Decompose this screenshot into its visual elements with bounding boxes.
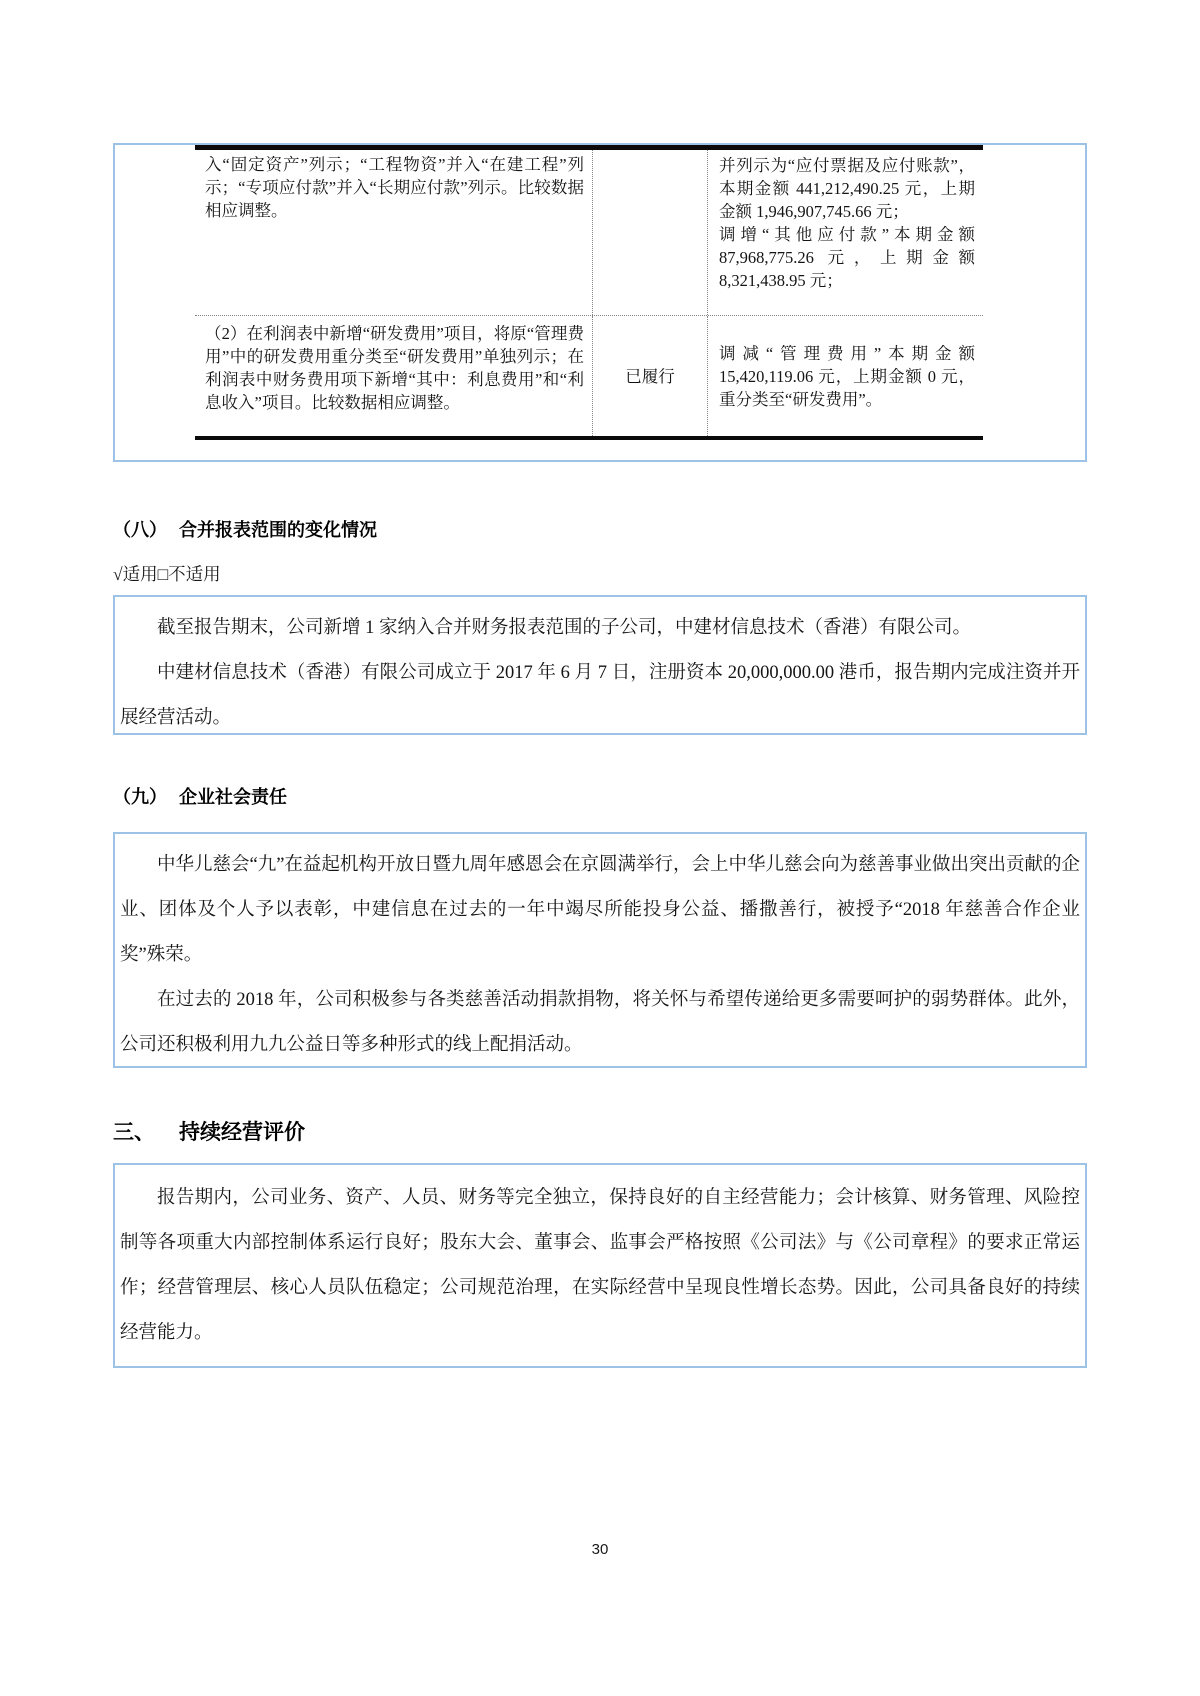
cell-impact: [708, 150, 983, 315]
section-9-number: （九）: [113, 787, 167, 807]
table-row: [195, 150, 983, 316]
section-8-number: （八）: [113, 520, 167, 540]
paragraph: 中华儿慈会“九”在益起机构开放日暨九周年感恩会在京圆满举行，会上中华儿慈会向为慈善事业做出突出贡献的企业、团体及个人予以表彰，中建信息在过去的一年中竭尽所能投身公益、播撒善行，被授予“2018 年慈善合作企业奖”殊荣。: [120, 855, 1080, 965]
section-8-content-box: [113, 595, 1087, 735]
cell-change-description: 入“固定资产”列示；“工程物资”并入“在建工程”列示；“专项应付款”并入“长期应付款”列示。比较数据相应调整。: [195, 150, 593, 315]
cell-performance-status: [593, 150, 708, 315]
impact-paragraph: 调增“其他应付款”本期金额 87,968,775.26 元，上期金额 8,321,438.95 元；: [719, 225, 975, 290]
accounting-changes-table: [195, 145, 983, 440]
section-8-title: 合并报表范围的变化情况: [179, 520, 377, 540]
cell-impact: [708, 316, 983, 436]
section-3-heading: [113, 1116, 305, 1146]
cell-change-description: （2）在利润表中新增“研发费用”项目，将原“管理费用”中的研发费用重分类至“研发费用”单独列示；在利润表中财务费用项下新增“其中：利息费用”和“利息收入”项目。比较数据相应调整。: [195, 316, 593, 436]
accounting-changes-table-container: [113, 143, 1087, 462]
table-row: [195, 316, 983, 436]
section-3-number: 三、: [113, 1121, 155, 1144]
section-3-title: 持续经营评价: [179, 1121, 305, 1144]
section-3-content-box: [113, 1163, 1087, 1368]
paragraph: 截至报告期末，公司新增 1 家纳入合并财务报表范围的子公司，中建材信息技术（香港）有限公司。: [157, 618, 972, 638]
applicability-note: √适用□不适用: [113, 564, 221, 584]
paragraph: 在过去的 2018 年，公司积极参与各类慈善活动捐款捐物，将关怀与希望传递给更多需要呵护的弱势群体。此外，公司还积极利用九九公益日等多种形式的线上配捐活动。: [120, 990, 1080, 1055]
impact-paragraph: 调减“管理费用”本期金额 15,420,119.06 元，上期金额 0 元，重分类至“研发费用”。: [719, 343, 975, 409]
section-9-content-box: [113, 832, 1087, 1068]
impact-paragraph: 并列示为“应付票据及应付账款”，本期金额 441,212,490.25 元，上期金额 1,946,907,745.66 元；: [719, 156, 975, 221]
section-9-title: 企业社会责任: [179, 787, 287, 807]
cell-performance-status: 已履行: [593, 316, 708, 436]
paragraph: 中建材信息技术（香港）有限公司成立于 2017 年 6 月 7 日，注册资本 20,000,000.00 港币，报告期内完成注资并开展经营活动。: [120, 663, 1080, 728]
page-number: 30: [591, 1541, 609, 1558]
section-8-heading: [113, 516, 377, 542]
section-9-heading: [113, 783, 287, 809]
paragraph: 报告期内，公司业务、资产、人员、财务等完全独立，保持良好的自主经营能力；会计核算、财务管理、风险控制等各项重大内部控制体系运行良好；股东大会、董事会、监事会严格按照《公司法》与《公司章程》的要求正常运作；经营管理层、核心人员队伍稳定；公司规范治理，在实际经营中呈现良性增长态势。因此，公司具备良好的持续经营能力。: [120, 1188, 1080, 1343]
